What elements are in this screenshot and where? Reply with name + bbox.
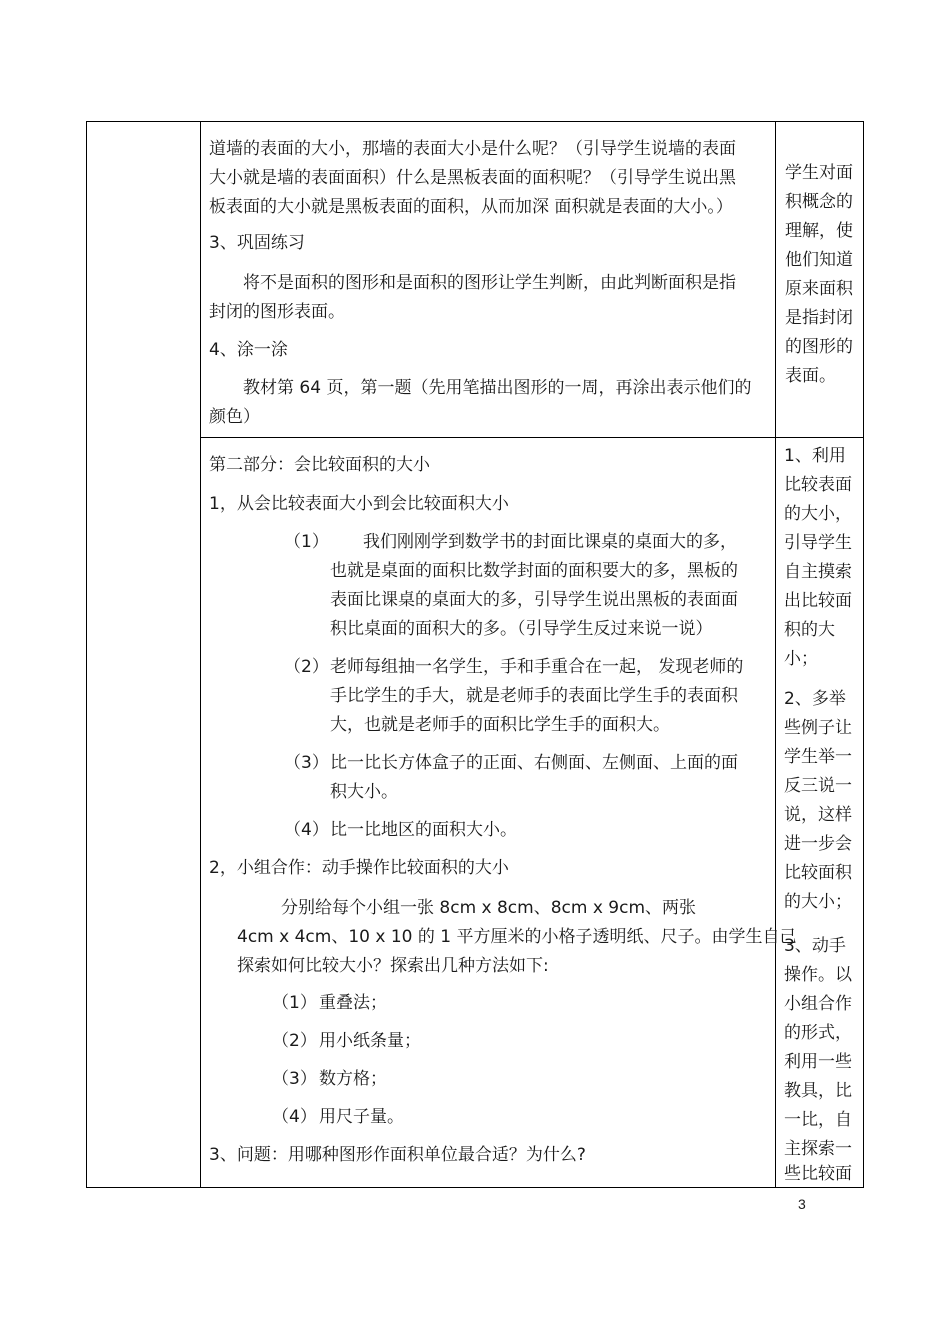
text-line: 板表面的大小就是黑板表面的面积，从而加深 面积就是表面的大小。） [209, 197, 733, 217]
step1-title: 1，从会比较表面大小到会比较面积大小 [209, 494, 509, 514]
text-line: 老师每组抽一名学生，手和手重合在一起， 发现老师的 [330, 657, 744, 677]
note-line: 教具，比 [784, 1081, 852, 1101]
part2-side-note [784, 438, 862, 1186]
text-line: 大，也就是老师手的面积比学生手的面积大。 [330, 715, 670, 735]
text-line: 教材第 64 页，第一题（先用笔描出图形的一周，再涂出表示他们的 [243, 378, 752, 398]
method-text: 重叠法； [319, 993, 387, 1013]
step3-title: 3、问题：用哪种图形作面积单位最合适？为什么? [209, 1145, 586, 1165]
note-line: 原来面积 [785, 279, 853, 299]
note-line: 主探索一 [784, 1139, 852, 1159]
table-left-border [86, 121, 87, 1188]
note-line: 表面。 [785, 366, 836, 386]
table-bottom-border [86, 1187, 864, 1188]
note-line: 2、多举 [784, 689, 846, 709]
page-number: 3 [798, 1196, 806, 1212]
top-content-cell [209, 121, 769, 437]
note-line: 的形式， [784, 1023, 852, 1043]
section-heading: 3、巩固练习 [209, 233, 305, 253]
text-line: 比一比地区的面积大小。 [330, 820, 517, 840]
text-line: 4cm x 4cm、10 x 10 的 1 平方厘米的小格子透明纸、尺子。由学生自己 [237, 927, 797, 947]
column-divider-2 [775, 121, 776, 1188]
text-line: 分别给每个小组一张 8cm x 8cm、8cm x 9cm、两张 [281, 898, 697, 918]
step1-item-number: （3） [284, 753, 329, 773]
note-line: 一比，自 [784, 1110, 852, 1130]
step1-item-number: （2） [284, 657, 329, 677]
note-line: 操作。以 [784, 965, 852, 985]
note-line: 自主摸索 [784, 562, 852, 582]
text-line: 大小就是墙的表面面积）什么是黑板表面的面积呢？（引导学生说出黑 [209, 168, 736, 188]
text-line: 表面比课桌的桌面大的多，引导学生说出黑板的表面面 [330, 590, 738, 610]
text-line: 将不是面积的图形和是面积的图形让学生判断，由此判断面积是指 [243, 273, 736, 293]
table-right-border [863, 121, 864, 1188]
text-line: 比一比长方体盒子的正面、右侧面、左侧面、上面的面 [330, 753, 738, 773]
note-line: 的大小； [784, 892, 852, 912]
part2-content-cell [209, 438, 797, 1186]
note-line: 1、利用 [784, 446, 846, 466]
note-line: 引导学生 [784, 533, 852, 553]
text-line: 颜色） [209, 407, 260, 427]
part2-title: 第二部分：会比较面积的大小 [209, 455, 430, 475]
note-line: 比较表面 [784, 475, 852, 495]
method-text: 数方格； [319, 1069, 387, 1089]
method-number: （4） [272, 1107, 317, 1127]
note-line: 他们知道 [785, 250, 853, 270]
method-number: （2） [272, 1031, 317, 1051]
note-line: 利用一些 [784, 1052, 852, 1072]
method-text: 用小纸条量； [319, 1031, 421, 1051]
note-line: 反三说一 [784, 776, 852, 796]
method-text: 用尺子量。 [319, 1107, 404, 1127]
note-line: 是指封闭 [785, 308, 853, 328]
text-line: 积大小。 [330, 782, 398, 802]
note-line: 3、动手 [784, 936, 846, 956]
step1-item-number: （4） [284, 820, 329, 840]
top-side-note [785, 121, 861, 437]
note-line: 的大小， [784, 504, 852, 524]
note-line: 小； [784, 649, 818, 669]
text-line: 道墙的表面的大小，那墙的表面大小是什么呢？（引导学生说墙的表面 [209, 139, 736, 159]
note-line: 些比较面 [784, 1164, 852, 1184]
note-line: 理解，使 [785, 221, 853, 241]
section-heading: 4、涂一涂 [209, 340, 288, 360]
note-line: 学生举一 [784, 747, 852, 767]
note-line: 的图形的 [785, 337, 853, 357]
note-line: 小组合作 [784, 994, 852, 1014]
note-line: 学生对面 [785, 163, 853, 183]
note-line: 积概念的 [785, 192, 853, 212]
method-number: （1） [272, 993, 317, 1013]
note-line: 比较面积 [784, 863, 852, 883]
note-line: 些例子让 [784, 718, 852, 738]
text-line: 封闭的图形表面。 [209, 302, 345, 322]
column-divider-1 [200, 121, 201, 1188]
step2-title: 2，小组合作：动手操作比较面积的大小 [209, 858, 509, 878]
note-line: 说，这样 [784, 805, 852, 825]
note-line: 出比较面 [784, 591, 852, 611]
step1-item-number: （1） [284, 532, 329, 552]
note-line: 积的大 [784, 620, 835, 640]
text-line: 我们刚刚学到数学书的封面比课桌的桌面大的多， [363, 532, 737, 552]
method-number: （3） [272, 1069, 317, 1089]
text-line: 探索如何比较大小？探索出几种方法如下: [237, 956, 549, 976]
text-line: 也就是桌面的面积比数学封面的面积要大的多，黑板的 [330, 561, 738, 581]
text-line: 积比桌面的面积大的多。（引导学生反过来说一说） [330, 619, 713, 639]
note-line: 进一步会 [784, 834, 852, 854]
text-line: 手比学生的手大，就是老师手的表面比学生手的表面积 [330, 686, 738, 706]
